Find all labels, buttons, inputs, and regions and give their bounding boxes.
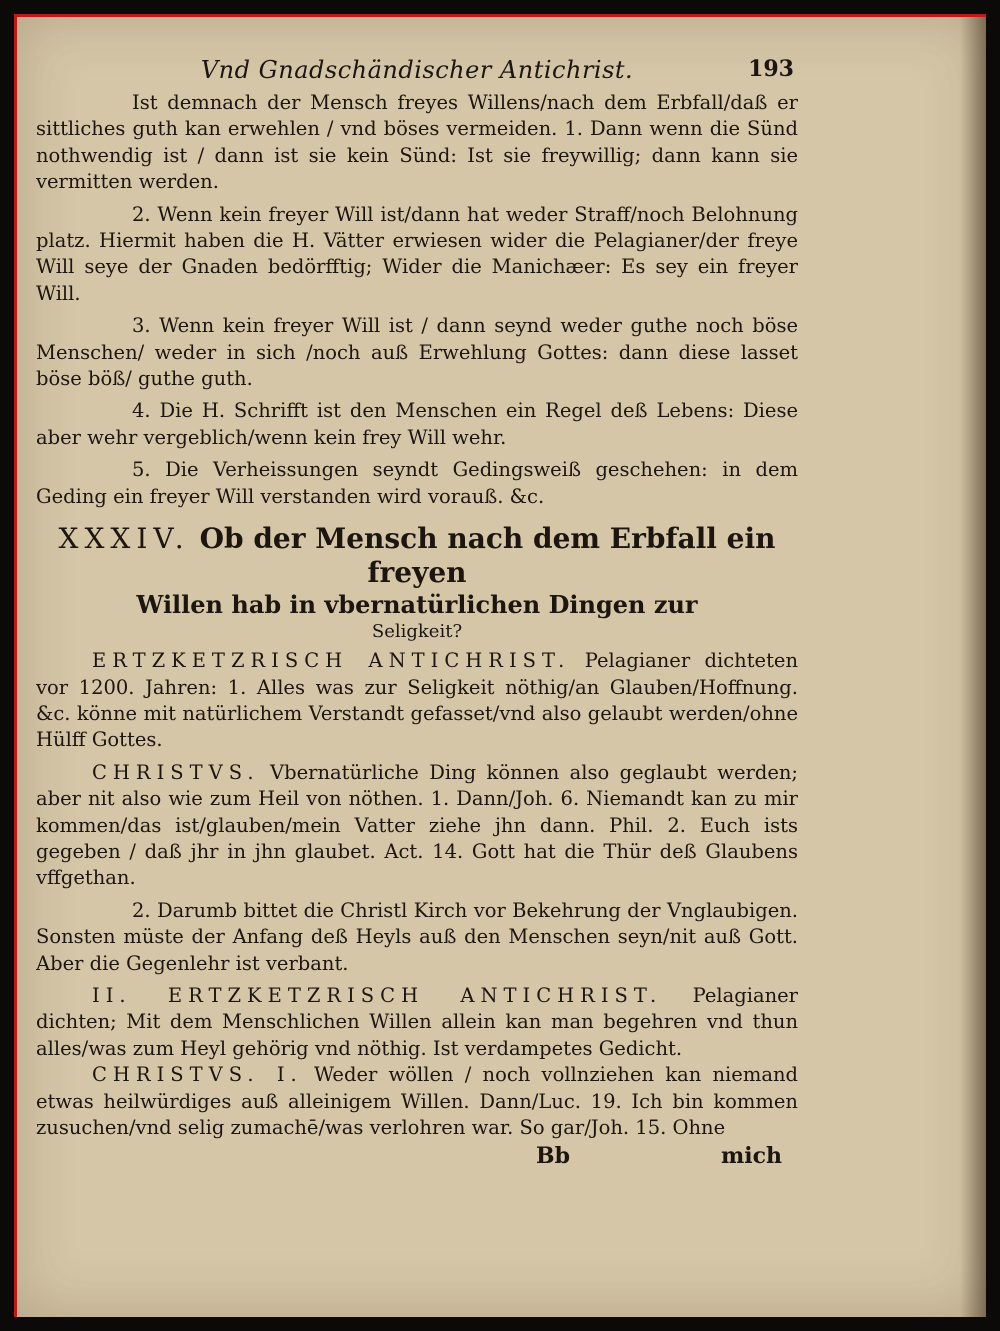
paragraph-6-text: Pelagianer dichteten vor 1200. Jahren: 1. Alles was zur Seligkeit nöthig/an Glauben/Hoffnung. &c. könne mit natürlichem Verstandt gefasset/vnd also gelaubt werden/ohne Hülff Gottes.: [36, 649, 798, 752]
running-head: Vnd Gnadschändischer Antichrist.: [200, 56, 634, 84]
speaker-christus-2: CHRISTVS. I.: [92, 1063, 303, 1087]
catchword: mich: [720, 1143, 782, 1170]
paragraph-7-text: Vbernatürliche Ding können also geglaubt werden; aber nit also wie zum Heil von nöthen. 1. Dann/Joh. 6. Niemandt kan zu mir kommen/das ist/glauben/mein Vatter ziehe jhn dann. Phil. 2. Euch ists gegeben / daß jhr in jhn glaubet. Act. 14. Gott hat die Thür deß Glaubens vffgethan.: [36, 760, 798, 890]
speaker-antichrist: ERTZKETZRISCH ANTICHRIST.: [92, 649, 571, 673]
page-number: 193: [748, 56, 794, 82]
paragraph-4: 4. Die H. Schrifft ist den Menschen ein Regel deß Lebens: Diese aber wehr vergeblich/wenn kein frey Will wehr.: [36, 399, 798, 449]
paragraph-9: [36, 983, 798, 1062]
paragraph-7: [36, 760, 798, 892]
page-footer: [36, 1143, 798, 1173]
paragraph-10: [36, 1062, 798, 1141]
paragraph-8: 2. Darumb bittet die Christl Kirch vor Bekehrung der Vnglaubigen. Sonsten müste der Anfang deß Heyls auß den Menschen seyn/nit auß Gott. Aber die Gegenlehr ist verbant.: [36, 898, 798, 975]
section-title-line-3: Seligkeit?: [371, 621, 463, 643]
section-heading: [36, 522, 798, 590]
page-content: [36, 52, 798, 1262]
paragraph-10-text: Weder wöllen / noch vollnziehen kan niemand etwas heilwürdiges auß alleinigem Willen. Dann/Luc. 19. Ich bin kommen zusuchen/vnd selig zumachē/was verlohren war. So gar/Joh. 15. Ohne: [36, 1063, 798, 1139]
paragraph-5: 5. Die Verheissungen seyndt Gedingsweiß geschehen: in dem Geding ein freyer Will verstanden wird vorauß. &c.: [36, 458, 798, 508]
paragraph-2: 2. Wenn kein freyer Will ist/dann hat weder Straff/noch Belohnung platz. Hiermit haben die H. Vätter erwiesen wider die Pelagianer/der freye Will seye der Gnaden bedörfftig; Wider die Manichæer: Es sey ein freyer Will.: [36, 202, 798, 305]
paragraph-1: Ist demnach der Mensch freyes Willens/nach dem Erbfall/daß er sittliches guth kan erwehlen / vnd böses vermeiden. 1. Dann wenn die Sünd nothwendig ist / dann ist sie kein Sünd: Ist sie freywillig; dann kann sie vermitten werden.: [36, 91, 798, 194]
paragraph-3: 3. Wenn kein freyer Will ist / dann seynd weder guthe noch böse Menschen/ weder in sich /noch auß Erwehlung Gottes: dann diese lasset böse böß/ guthe guth.: [36, 314, 798, 391]
section-number: XXXIV.: [58, 522, 190, 556]
signature-mark: Bb: [536, 1143, 570, 1170]
section-title-line-2: Willen hab in vbernatürlichen Dingen zur: [136, 590, 698, 620]
page-gutter-shadow: [960, 14, 986, 1317]
page-header: [36, 52, 798, 88]
section-title-line-1: Ob der Mensch nach dem Erbfall ein freyen: [199, 522, 776, 590]
paragraph-6: [36, 648, 798, 754]
speaker-christus: CHRISTVS.: [92, 760, 260, 784]
speaker-antichrist-2: II. ERTZKETZRISCH ANTICHRIST.: [92, 983, 663, 1007]
paragraph-9-text: Pelagianer dichten; Mit dem Menschlichen Willen allein kan man begehren vnd thun alles/was zum Heyl gehörig vnd nöthig. Ist verdampetes Gedicht.: [36, 983, 798, 1060]
